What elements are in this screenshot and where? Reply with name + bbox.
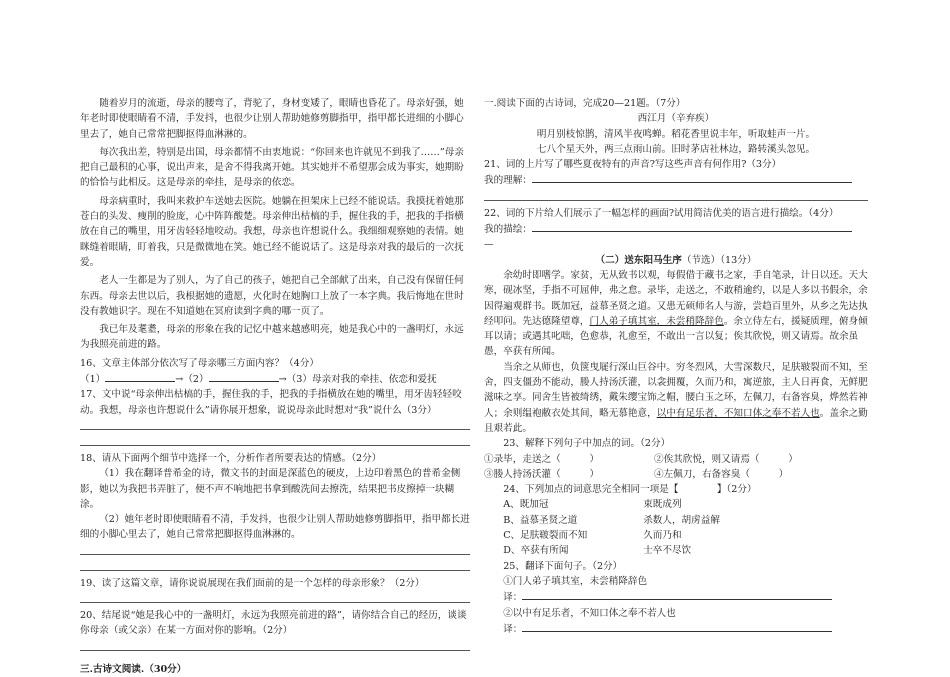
question-22: 22、词的下片给人们展示了一幅怎样的画面?试用简洁优美的语言进行描绘。（4分） — [484, 207, 839, 219]
answer-line[interactable] — [80, 640, 470, 651]
question-21: 21、词的上片写了哪些夏夜特有的声音?写这些声音有何作用?（3分） — [484, 159, 782, 171]
translation-line: 译： — [484, 621, 868, 637]
question-24-option: B、益慕圣贤之道 杀数人，胡虏益解 — [503, 514, 720, 526]
answer-blank[interactable] — [532, 221, 852, 232]
question-21-answer: 我的理解： — [484, 172, 868, 188]
prose-paragraph-1: 余幼时即嗜学。家贫，无从致书以观，每假借于藏书之家，手自笔录，计日以还。天大寒，砚冰坚，手指不可屈伸，弗之怠。录毕，走送之，不敢稍逾约，以是人多以书假余，余因得遍观群书。既加冠，益慕圣贤之道。又患无硕师名人与游，尝趋百里外，从乡之先达执经叩问。先达德隆望尊，门人弟子填其室，未尝稍降辞色。余立侍左右，援疑质理，俯身倾耳以请；或遇其叱咄，色愈恭，礼愈至，不敢出一言以复；俟其欣悦，则又请焉。故余虽愚，卒获有所闻。 — [484, 269, 868, 358]
passage-paragraph: 我已年及耄耋，母亲的形象在我的记忆中越来越感明亮，她是我心中的一盏明灯，永远为我照亮前进的路。 — [80, 324, 464, 351]
question-19: 19、读了这篇文章，请你说说展现在我们面前的是一个怎样的母亲形象？（2分） — [80, 577, 425, 589]
translation-line: 译： — [484, 589, 868, 605]
question-25-sentence: ①门人弟子填其室，未尝稍降辞色 — [503, 575, 648, 587]
passage-paragraph: 每次我出差，特别是出国，母亲都情不由衷地说：“你回来也许就见不到我了……”母亲把自己最积的心事，说出声来，是舍不得我离开她。其实她并不希望那会成为事实，她期盼的恰恰与此相反。这是母亲的牵挂，是母亲的依恋。 — [80, 146, 464, 189]
poem-line: 七八个星天外，两三点雨山前。旧时茅店社林边，路转溪头忽见。 — [536, 143, 816, 155]
question-24: 24、下列加点的词意思完全相同一项是【 】（2分） — [503, 484, 757, 496]
question-18-option-1: （1）我在翻译普希金的诗，微文书的封面是深蓝色的硬皮，上边印着黑色的普希金侧影，她以为我把书弄脏了，便不声不响地把书拿到酸洗间去擦洗，结果把书皮擦掉一块糊涂。 — [80, 468, 461, 510]
answer-line[interactable] — [80, 419, 470, 430]
answer-blank[interactable] — [522, 589, 832, 600]
question-24-option: A、既加冠 束既成列 — [503, 499, 682, 511]
answer-line[interactable] — [484, 190, 868, 201]
answer-blank-2[interactable] — [209, 371, 279, 382]
question-24-option: D、卒获有所闻 士卒不尽饮 — [503, 545, 692, 557]
section-3-heading: 三.古诗文阅读.（30分） — [80, 663, 187, 675]
prose-paragraph-2: 当余之从师也，负箧曳屣行深山巨谷中。穷冬烈风，大雪深数尺，足肤皲裂而不知，至舍，四支僵劲不能动，媵人持汤沃灌，以衾拥覆，久而乃和，寓逆旅，主人日再食，无鲜肥滋味之享。同舍生皆被绮绣，戴朱缨宝饰之帽，腰白玉之环，左佩刀，右备容臭，烨然若神人；余则缊袍敝衣处其间，略无慕艳意，以中有足乐者，不知口体之奉不若人也。盖余之勤且艰若此。 — [484, 361, 868, 434]
question-16-fill: （1） →（2） →（3）母亲对我的牵挂、依恋和爱抚 — [80, 371, 470, 387]
dash-mark: — — [484, 239, 494, 251]
question-25: 25、翻译下面句子。（2分） — [503, 560, 623, 572]
prose-title: （二）送东阳马生序（节选）（13分） — [595, 254, 757, 266]
answer-line[interactable] — [80, 560, 470, 571]
answer-line[interactable] — [80, 544, 470, 555]
passage-paragraph: 母亲病重时，我叫来救护车送她去医院。她躺在担架床上已经不能说话。我摸抚着她那苍白的头发、瘦削的脸庞，心中阵阵酸楚。母亲伸出枯槁的手，握住我的手，把我的手指横放在自己的嘴里，用牙齿轻轻地咬动。我想，母亲也许想说什么。我细细观察她的表情。她眯缝着眼睛，盯着我，只是微微地在笑。她已经不能说话了。这是母亲对我的最后的一次抚爱。 — [80, 195, 464, 268]
question-25-sentence: ②以中有足乐者，不知口体之奉不若人也 — [503, 607, 676, 619]
question-18-option-2: （2）她年老时即使眼睛看不清，手发抖，也很少让别人帮助她修剪脚指甲，指甲都长进细的小脚心里去了，她自己常常把脚抠得血淋淋的。 — [80, 514, 470, 541]
question-23-items: ③媵人持汤沃灌（ ） ④左佩刀，右备容臭（ ） — [484, 468, 789, 480]
question-17: 17、文中说“母亲伸出枯槁的手，握住我的手，把我的手指横放在她的嘴里，用牙齿轻轻咬动。我想，母亲也许想说什么”请你展开想象，说说母亲此时想对“我”说什么（3分） — [80, 389, 462, 416]
question-18: 18、请从下面两个细节中选择一个，分析作者所要表达的情感。（2分） — [80, 452, 382, 464]
question-22-answer: 我的描绘： — [484, 221, 868, 237]
passage-paragraph: 随着岁月的流逝，母亲的腰弯了，背驼了，身材变矮了，眼睛也昏花了。母亲好强，她年老时即使眼睛看不清，手发抖，也很少让别人帮助她修剪脚指甲，指甲都长进细的小脚心里去了，她自己常常把脚抠得血淋淋的。 — [80, 98, 464, 140]
poem-title: 西江月（辛弃疾） — [637, 113, 715, 125]
question-23: 23、解释下列句子中加点的词。（2分） — [503, 438, 671, 450]
question-16: 16、文章主体部分依次写了母亲哪三方面内容？（4分） — [80, 357, 319, 369]
question-24-option: C、足肤皲裂而不知 久而乃和 — [503, 530, 682, 542]
right-column — [484, 96, 868, 637]
poem-line: 明月别枝惊鹊，清风半夜鸣蝉。稻花香里说丰年，听取蛙声一片。 — [536, 128, 816, 140]
question-23-items: ①录毕，走送之（ ） ②俟其欣悦，则又请焉（ ） — [484, 453, 798, 465]
passage-paragraph: 老人一生都是为了别人，为了自己的孩子，她把自己全部献了出来，自己没有保留任何东西。母亲去世以后，我根据她的遗愿，火化时在她胸口上放了一本字典。我后悔地在世时没有教她识字。现在不知道她在冥府读到字典的哪一页了。 — [80, 275, 464, 317]
answer-blank[interactable] — [532, 172, 852, 183]
left-column — [80, 96, 470, 677]
answer-blank-1[interactable] — [105, 371, 175, 382]
answer-line[interactable] — [80, 435, 470, 446]
answer-line[interactable] — [80, 592, 470, 603]
question-20: 20、结尾说“她是我心中的一盏明灯，永远为我照亮前进的路”，请你结合自己的经历，谈谈你母亲（或父亲）在某一方面对你的影响。（2分） — [80, 610, 467, 637]
answer-blank[interactable] — [522, 621, 832, 632]
poem-intro: 一.阅读下面的古诗词，完成20—21题。（7分） — [484, 98, 686, 109]
